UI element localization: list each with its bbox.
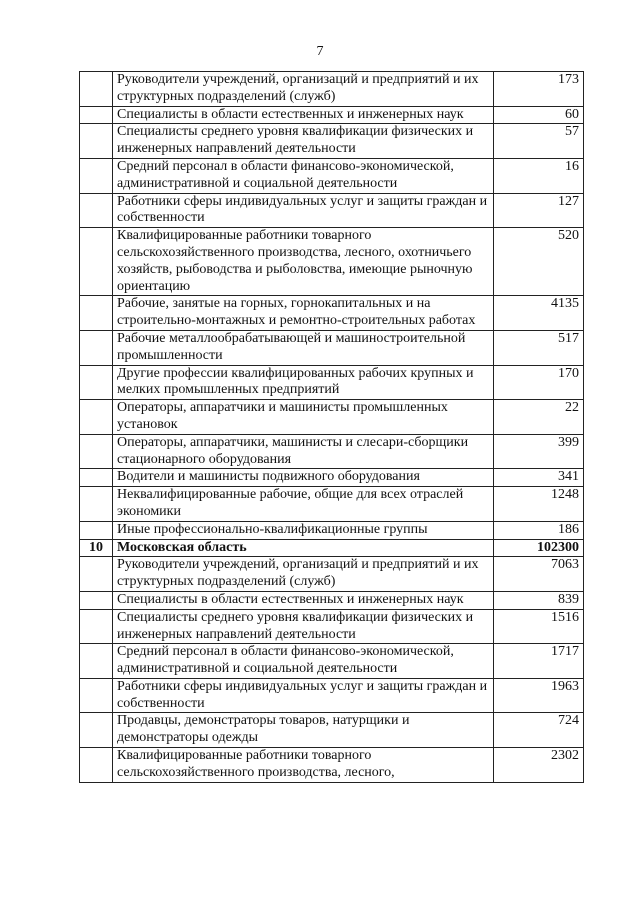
- value-cell: 127: [494, 193, 584, 228]
- value-cell: 57: [494, 124, 584, 159]
- row-number-cell: [80, 487, 113, 522]
- table-row: [80, 748, 584, 783]
- occupation-cell: Неквалифицированные рабочие, общие для всех отраслей экономики: [113, 487, 494, 522]
- value-cell: 1248: [494, 487, 584, 522]
- occupation-cell: Средний персонал в области финансово-экономической, административной и социальной деятельности: [113, 644, 494, 679]
- row-number-cell: [80, 365, 113, 400]
- occupation-cell: Работники сферы индивидуальных услуг и защиты граждан и собственности: [113, 193, 494, 228]
- row-number-cell: [80, 557, 113, 592]
- value-cell: 2302: [494, 748, 584, 783]
- occupation-cell: Специалисты среднего уровня квалификации физических и инженерных направлений деятельности: [113, 609, 494, 644]
- row-number-cell: [80, 521, 113, 539]
- table-row: [80, 521, 584, 539]
- table-row: [80, 228, 584, 296]
- table-row: [80, 591, 584, 609]
- occupation-cell: Работники сферы индивидуальных услуг и защиты граждан и собственности: [113, 678, 494, 713]
- row-number-cell: [80, 158, 113, 193]
- value-cell: 839: [494, 591, 584, 609]
- table-row: [80, 644, 584, 679]
- row-number-cell: [80, 644, 113, 679]
- occupation-cell: Операторы, аппаратчики и машинисты промышленных установок: [113, 400, 494, 435]
- value-cell: 170: [494, 365, 584, 400]
- occupation-cell: Водители и машинисты подвижного оборудования: [113, 469, 494, 487]
- value-cell: 173: [494, 72, 584, 107]
- row-number-cell: [80, 469, 113, 487]
- occupation-cell: Специалисты в области естественных и инженерных наук: [113, 591, 494, 609]
- table-row: [80, 487, 584, 522]
- value-cell: 341: [494, 469, 584, 487]
- row-number-cell: [80, 400, 113, 435]
- row-number-cell: [80, 591, 113, 609]
- table-row: [80, 158, 584, 193]
- row-number-cell: [80, 72, 113, 107]
- row-number-cell: [80, 193, 113, 228]
- value-cell: 1516: [494, 609, 584, 644]
- occupation-cell: Иные профессионально-квалификационные группы: [113, 521, 494, 539]
- row-number-cell: [80, 124, 113, 159]
- occupation-cell: Квалифицированные работники товарного сельскохозяйственного производства, лесного, охотничьего хозяйств, рыбоводства и рыболовства, имеющие рыночную ориентацию: [113, 228, 494, 296]
- occupation-cell: Другие профессии квалифицированных рабочих крупных и мелких промышленных предприятий: [113, 365, 494, 400]
- table-body: [80, 72, 584, 783]
- table-row: [80, 678, 584, 713]
- region-row: [80, 539, 584, 557]
- occupation-cell: Средний персонал в области финансово-экономической, административной и социальной деятельности: [113, 158, 494, 193]
- value-cell: 724: [494, 713, 584, 748]
- occupation-cell: Специалисты среднего уровня квалификации физических и инженерных направлений деятельности: [113, 124, 494, 159]
- table-row: [80, 72, 584, 107]
- value-cell: 4135: [494, 296, 584, 331]
- table-row: [80, 434, 584, 469]
- table-row: [80, 469, 584, 487]
- occupation-cell: Руководители учреждений, организаций и предприятий и их структурных подразделений (служб): [113, 557, 494, 592]
- occupation-cell: Операторы, аппаратчики, машинисты и слесари-сборщики стационарного оборудования: [113, 434, 494, 469]
- table-row: [80, 106, 584, 124]
- value-cell: 60: [494, 106, 584, 124]
- row-number-cell: [80, 713, 113, 748]
- table-row: [80, 124, 584, 159]
- value-cell: 1963: [494, 678, 584, 713]
- row-number-cell: [80, 296, 113, 331]
- row-number-cell: [80, 330, 113, 365]
- occupation-cell: Специалисты в области естественных и инженерных наук: [113, 106, 494, 124]
- occupation-cell: Руководители учреждений, организаций и предприятий и их структурных подразделений (служб): [113, 72, 494, 107]
- occupation-cell: Рабочие металлообрабатывающей и машиностроительной промышленности: [113, 330, 494, 365]
- page-number: 7: [316, 44, 324, 59]
- value-cell: 22: [494, 400, 584, 435]
- value-cell: 186: [494, 521, 584, 539]
- value-cell: 7063: [494, 557, 584, 592]
- occupation-cell: Квалифицированные работники товарного сельскохозяйственного производства, лесного,: [113, 748, 494, 783]
- table-row: [80, 557, 584, 592]
- table-row: [80, 330, 584, 365]
- row-number-cell: [80, 748, 113, 783]
- value-cell: 16: [494, 158, 584, 193]
- table-row: [80, 193, 584, 228]
- occupation-cell: Продавцы, демонстраторы товаров, натурщики и демонстраторы одежды: [113, 713, 494, 748]
- row-number-cell: [80, 228, 113, 296]
- value-cell: 399: [494, 434, 584, 469]
- row-number-cell: [80, 609, 113, 644]
- value-cell: 517: [494, 330, 584, 365]
- row-number-cell: [80, 434, 113, 469]
- row-number-cell: [80, 106, 113, 124]
- table-row: [80, 609, 584, 644]
- occupation-cell: Московская область: [113, 539, 494, 557]
- table-row: [80, 713, 584, 748]
- row-number-cell: 10: [80, 539, 113, 557]
- row-number-cell: [80, 678, 113, 713]
- table-row: [80, 296, 584, 331]
- table-row: [80, 400, 584, 435]
- value-cell: 1717: [494, 644, 584, 679]
- table-row: [80, 365, 584, 400]
- data-table: [79, 71, 584, 783]
- value-cell: 520: [494, 228, 584, 296]
- value-cell: 102300: [494, 539, 584, 557]
- occupation-cell: Рабочие, занятые на горных, горнокапитальных и на строительно-монтажных и ремонтно-строительных работах: [113, 296, 494, 331]
